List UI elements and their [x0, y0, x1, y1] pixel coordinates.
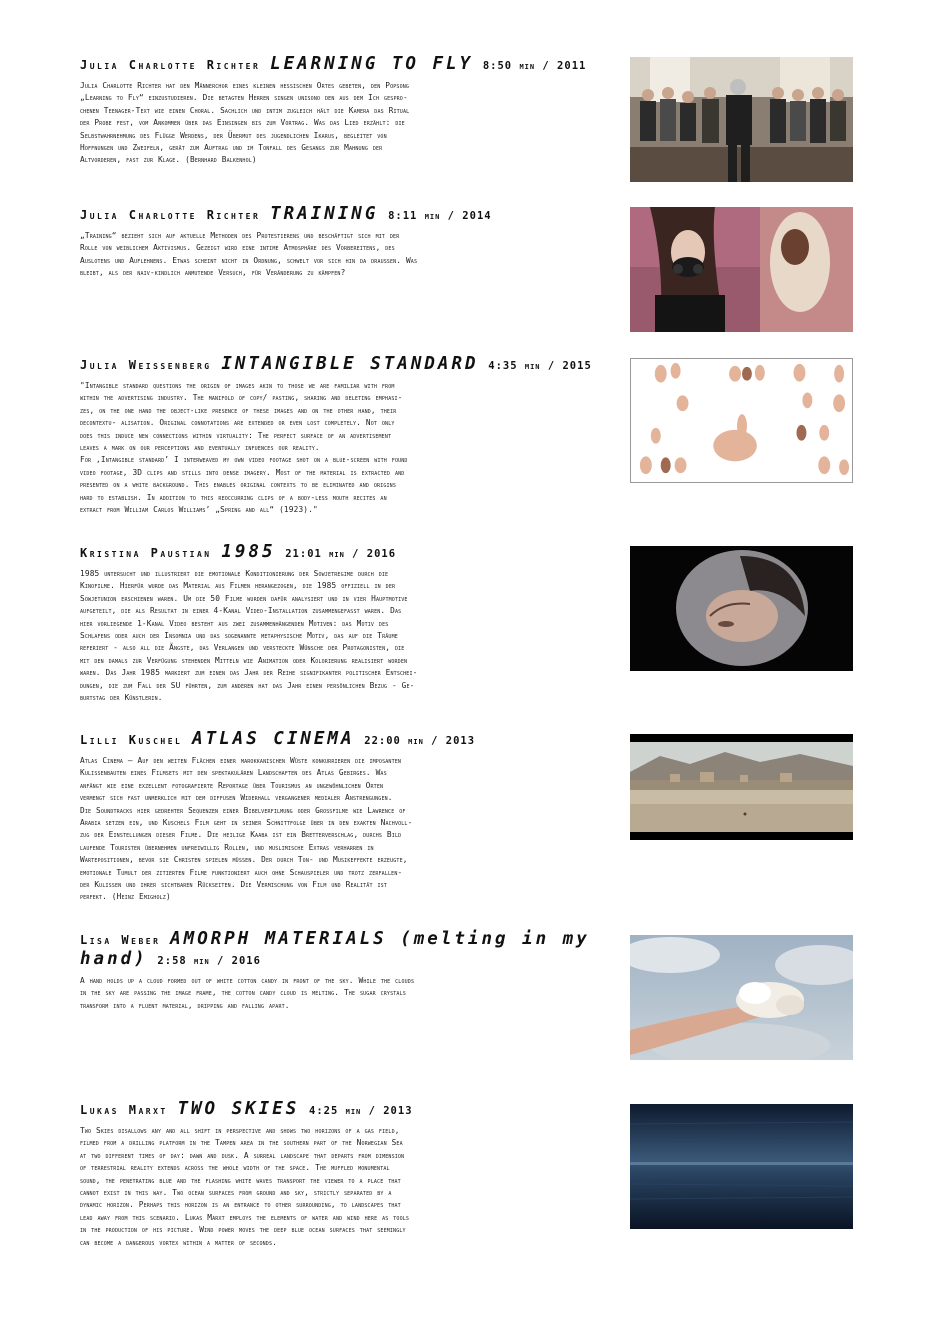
film-duration-year: 4:25 min / 2013	[309, 1105, 413, 1117]
film-title: AMORPH MATERIALS (melting in my hand)	[80, 929, 590, 969]
film-duration-year: 4:35 min / 2015	[488, 360, 592, 372]
artist-name: Kristina Paustian	[80, 546, 212, 560]
film-title: TWO SKIES	[177, 1099, 300, 1119]
film-heading	[80, 730, 612, 751]
film-heading	[80, 1100, 612, 1121]
film-duration-year: 8:50 min / 2011	[482, 60, 587, 72]
film-description: "Intangible standard questions the origin of images akin to those we are familiar with from within the advertising industry. The manifold of copy/ pasting, sharing and deleting emphasi- zes, on the one hand the object-like presence of these images and on the other hand, their decontextu- alisation. Original connotations are extended or even lost completely. Not only does this induce new connections within virtuality: The perfect surface of an advertisement leaves a mark on our perceptions and eventually infuences our reality. For ‚Intangible standard’ I interweaved my own video footage shot on a blue-screen with found video footage, 3D clips and stills into dense imagery. Most of the material is extracted and presented on a white background. This enables original contexts to be eliminated and origins hard to establish. In addition to this reoccurring clips of a body-less mouth recites an extract from William Carlos Williams’ „Spring and all“ (1923)."	[80, 381, 408, 515]
artist-name: Lilli Kuschel	[80, 733, 183, 747]
film-heading	[80, 930, 612, 971]
hand-gestures-collage	[630, 358, 853, 483]
artist-name: Julia Charlotte Richter	[80, 208, 261, 222]
film-description: A hand holds up a cloud formed out of white cotton candy in front of the sky. While the clouds in the sky are passing the image frame, the cotton candy cloud is melting. The sugar crystals transform into a fluent material, dripping and falling apart.	[80, 976, 415, 1010]
film-description: 1985 untersucht und illustriert die emotionale Konditionierung der Sowjetregime durch die Kinofilme. Hierfür wurde das Material aus Filmen herangezogen, die 1985 offiziell in der Sowjetunion erschienen waren. Um die 50 Filme wurden dafür analysiert und in vier Hauptmotive aufgeteilt, die als Resultat in einer 4-Kanal Video-Installation zusammengefasst waren. Das hier vorliegende 1-Kanal Video besteht aus zwei zusammenhängenden Motiven: das Motiv des Schlafens oder auch der Insomnia und das sogenannte metaphysische Motiv, das auf die Träume referiert - also all die Ängste, das Verlangen und versteckte Wünsche der Protagonisten, die mit den damals zur Verfügung stehenden Mitteln wie Animation oder Kolorierung realisiert worden waren. Das Jahr 1985 markiert zum einen das Jahr der Reihe signifikanter politischer Entschei- dungen, die zum Fall der SU führten, zum anderen hat das Jahr einen persönlichen Bezug - Ge- burtstag der Künstlerin.	[80, 569, 418, 703]
film-duration-year: 21:01 min / 2016	[285, 548, 397, 560]
film-heading	[80, 55, 612, 76]
artist-name: Julia Charlotte Richter	[80, 58, 261, 72]
film-title: ATLAS CINEMA	[192, 729, 355, 749]
artist-name: Lukas Marxt	[80, 1103, 168, 1117]
film-description: Atlas Cinema – Auf den weiten Flächen einer marokkanischen Wüste konkurrieren die imposanten Kulissenbauten eines Filmsets mit den spektakulären Landschaften des Atlas Gebirges. Was anfängt wie eine exzellent fotografierte Reportage über Tourismus an ungewöhnlichen Orten vermengt sich fast unmerklich mit dem diffusen Widerhall vergangener medialer Anstrengungen. Die Soundtracks hier gedrehter Sequenzen einer Bibelverfilmung oder Großfilme wie Lawrence of Arabia setzen ein, und Kuschels Film geht in seiner Schnittfolge über in den exakten Nachvoll- zug der Einstellungen dieser Filme. Die heilige Kaaba ist ein Bretterverschlag, durchs Bild laufende Touristen übernehmen unfreiwillig Rollen, und muslimische Extras verharren in Wartepositionen, bevor sie Christen spielen müssen. Der durch Ton- und Musikeffekte erzeugte, emotionale Tumult der zitierten Filme funktioniert auch ohne Schauspieler und trotz zerfallen- der Kulissen und ihrer sichtbaren Rückseiten. Die Vermischung von Film und Realität ist perfekt. (Heinz Emigholz)	[80, 756, 413, 902]
film-title: 1985	[221, 542, 276, 562]
film-heading	[80, 355, 612, 376]
film-description: „Training“ bezieht sich auf aktuelle Methoden des Protestierens und beschäftigt sich mit der Rolle von weiblichem Aktivismus. Gezeigt wird eine intime Atmosphäre des Vorbereitens, des Auslotens und Auflehnens. Etwas scheint nicht in Ordnung, schwelt vor sich hin da draußen. Was bleibt, als der naiv-kindlich anmutende Versuch, für Veränderung zu kämpfen?	[80, 231, 418, 278]
desert-film-set-photo	[630, 734, 853, 840]
artist-name: Julia Weissenberg	[80, 358, 212, 372]
hand-cotton-candy-sky-photo	[630, 935, 853, 1060]
film-duration-year: 22:00 min / 2013	[364, 735, 476, 747]
film-description: Two Skies disallows any and all shift in perspective and shows two horizons of a gas field, filmed from a drilling platform in the Tampen area in the southern part of the Norwegian Sea at two different times of day: dawn and dusk. A surreal landscape that departs from dimension of terrestrial reality extends across the whole width of the space. The muffled monumental sound, the penetrating blue and the flashing white waves transport the viewer to a place that cannot exist in this way. Two ocean surfaces from ground and sky, strictly separated by a dynamic horizon. Perhaps this horizon is an entrance to other surrounding, to landscapes that lead away from this scenario. Lukas Marxt employs the elements of water and wind here as tools in the production of his picture. Wind power moves the deep blue ocean surfaces that seemingly can become a dangerous vortex within a matter of seconds.	[80, 1126, 410, 1247]
film-title: LEARNING TO FLY	[270, 54, 474, 74]
film-duration-year: 8:11 min / 2014	[388, 210, 492, 222]
film-description: Julia Charlotte Richter hat den Männerchor eines kleinen hessischen Ortes gebeten, den Popsong „Learning to Fly“ einzustudieren. Die betagten Herren singen unisono den aus dem Ich gespro- chenen Teenager-Text wie einen Choral. Sachlich und intim zugleich hält die Kamera das Ritual der Probe fest, vom Ankommen über das Einsingen bis zum Vortrag. Was das Lied erzählt: die Selbstwahrnehmung des Flügge Werdens, der Übermut des jugendlichen Ikarus, begleitet von Hoffnungen und Zweifeln, gerät zum Auftrag und im Tonfall des Gesangs zur Mahnung der Altvorderen, fast zur Klage. (Bernhard Balkenhol)	[80, 81, 410, 165]
film-heading	[80, 543, 612, 564]
sleeping-face-oval-photo	[630, 546, 853, 671]
film-duration-year: 2:58 min / 2016	[157, 955, 261, 967]
artist-name: Lisa Weber	[80, 933, 161, 947]
film-heading	[80, 205, 612, 226]
blue-ocean-horizon-photo	[630, 1104, 853, 1229]
film-title: INTANGIBLE STANDARD	[221, 354, 479, 374]
choir-rehearsal-photo	[630, 57, 853, 182]
film-title: TRAINING	[270, 204, 379, 224]
woman-gas-mask-photo	[630, 207, 853, 332]
